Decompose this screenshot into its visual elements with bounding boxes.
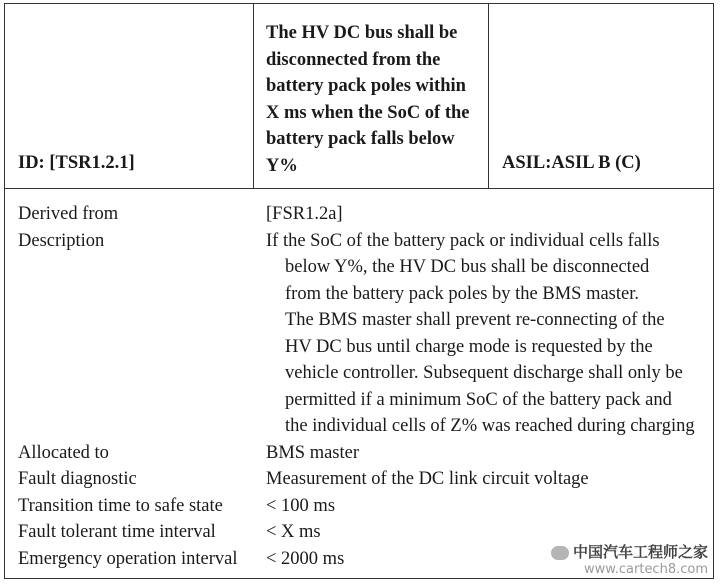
allocated-to-value: BMS master (266, 443, 360, 463)
description-line: the individual cells of Z% was reached during charging (285, 416, 695, 436)
watermark (551, 544, 708, 578)
emergency-interval-value: < 2000 ms (266, 549, 345, 569)
watermark-url: www.cartech8.com (584, 562, 708, 577)
description-line: from the battery pack poles by the BMS master. (285, 284, 639, 304)
description-line: below Y%, the HV DC bus shall be disconnected (285, 257, 650, 277)
fault-diagnostic-value: Measurement of the DC link circuit voltage (266, 469, 589, 489)
description-line: HV DC bus until charge mode is requested by the (285, 337, 653, 357)
description-line: If the SoC of the battery pack or individual cells falls (266, 231, 660, 251)
requirement-id: ID: [TSR1.2.1] (18, 153, 135, 173)
transition-time-value: < 100 ms (266, 496, 336, 516)
description-line: permitted if a minimum SoC of the battery pack and (285, 390, 672, 410)
description-label: Description (18, 231, 105, 251)
fault-tolerant-value: < X ms (266, 522, 321, 542)
transition-time-label: Transition time to safe state (18, 496, 223, 516)
requirement-title: The HV DC bus shall be disconnected from the battery pack poles within X ms when the SoC of the battery pack falls below Y% (266, 23, 470, 176)
header-divider (4, 188, 714, 189)
fault-tolerant-label: Fault tolerant time interval (18, 522, 216, 542)
description-line: vehicle controller. Subsequent discharge shall only be (285, 363, 683, 383)
fault-diagnostic-label: Fault diagnostic (18, 469, 137, 489)
column-divider-2 (488, 3, 489, 188)
allocated-to-label: Allocated to (18, 443, 109, 463)
wechat-icon (551, 546, 569, 560)
derived-from-value: [FSR1.2a] (266, 204, 343, 224)
emergency-interval-label: Emergency operation interval (18, 549, 238, 569)
column-divider-1 (253, 3, 254, 188)
derived-from-label: Derived from (18, 204, 119, 224)
asil-rating: ASIL:ASIL B (C) (502, 153, 641, 173)
watermark-title: 中国汽车工程师之家 (572, 543, 708, 561)
description-line: The BMS master shall prevent re-connecting of the (285, 310, 665, 330)
